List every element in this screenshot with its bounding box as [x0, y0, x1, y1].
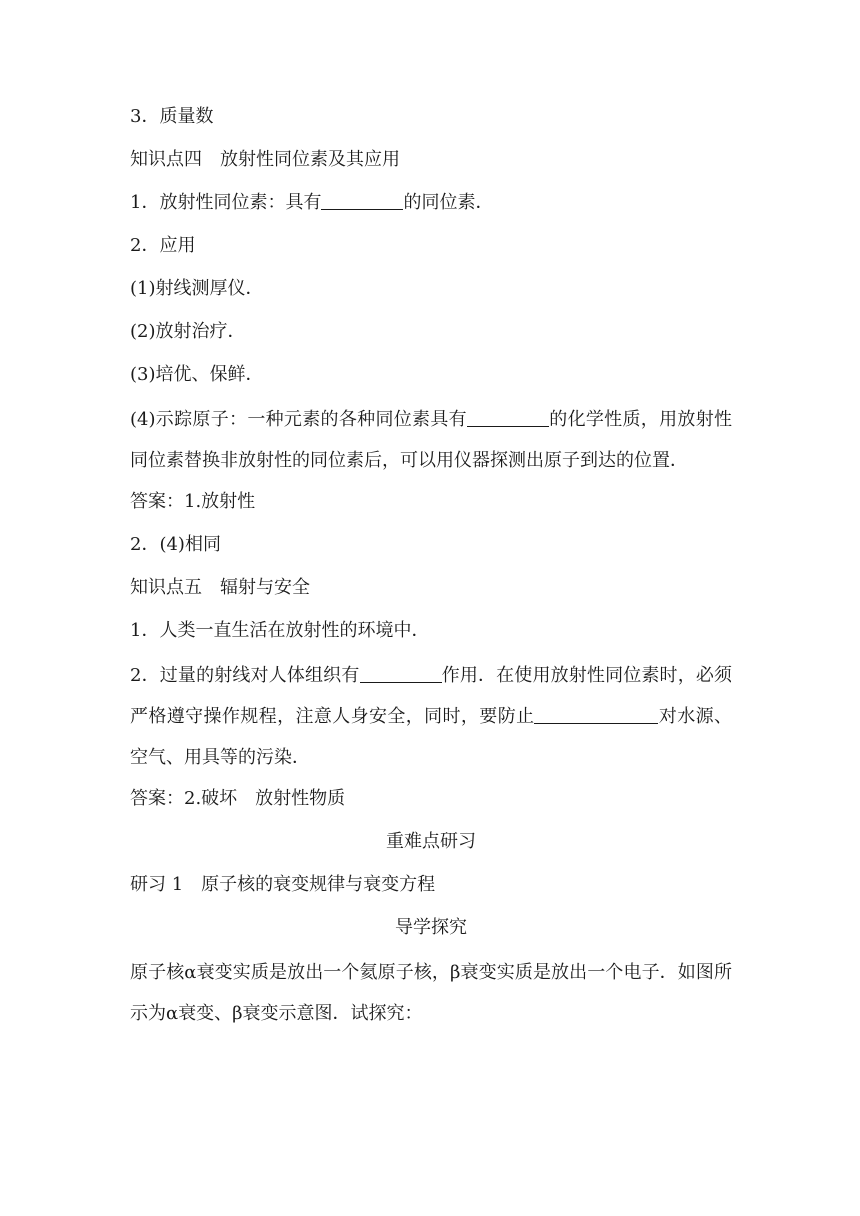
- item-radiotherapy: (2)放射治疗．: [130, 321, 246, 342]
- item-text: (4)示踪原子：一种元素的各种同位素具有: [130, 409, 467, 430]
- paragraph-decay: 原子核α衰变实质是放出一个氦原子核，β衰变实质是放出一个电子．如图所示为α衰变、β衰变示意图．试探究：: [130, 962, 732, 1024]
- section-title-key-points: 重难点研习: [386, 831, 476, 852]
- document-page: [130, 98, 732, 1036]
- fill-blank: [467, 408, 549, 427]
- section-heading-5: 知识点五 辐射与安全: [130, 577, 310, 598]
- item-tracer-atom: [130, 399, 732, 481]
- fill-blank: [360, 664, 442, 683]
- item-thickness-gauge: (1)射线测厚仪．: [130, 278, 264, 299]
- answer-line: 答案：2.破坏 放射性物质: [130, 788, 346, 809]
- item-text: 作用．在使用放射性同位素时，必须严格遵守操作规程，注意人身安全，同时，要防止: [130, 665, 733, 727]
- fill-blank: [534, 705, 658, 724]
- item-text: 2．过量的射线对人体组织有: [130, 665, 360, 686]
- item-text: 的化学性质，用放射性同位素替换非放射性的同位素后，可以用仪器探测出原子到达的位置．: [130, 409, 733, 471]
- answer-line: 2．(4)相同: [130, 534, 221, 555]
- item-text: 对水源、空气、用具等的污染．: [130, 706, 733, 768]
- item-mass-number: 3．质量数: [130, 106, 214, 127]
- item-application: 2．应用: [130, 235, 196, 256]
- guided-exploration-title: 导学探究: [395, 917, 467, 938]
- answer-line: 答案：1.放射性: [130, 491, 256, 512]
- item-breeding: (3)培优、保鲜．: [130, 364, 264, 385]
- item-radioactive-isotope: [130, 184, 732, 227]
- item-excess-radiation: [130, 655, 732, 778]
- study-heading-1: 研习 1 原子核的衰变规律与衰变方程: [130, 874, 436, 895]
- item-text: 的同位素．: [403, 192, 494, 213]
- item-environment: 1．人类一直生活在放射性的环境中．: [130, 620, 430, 641]
- section-heading-4: 知识点四 放射性同位素及其应用: [130, 149, 400, 170]
- fill-blank: [321, 191, 403, 210]
- item-text: 1．放射性同位素：具有: [130, 192, 322, 213]
